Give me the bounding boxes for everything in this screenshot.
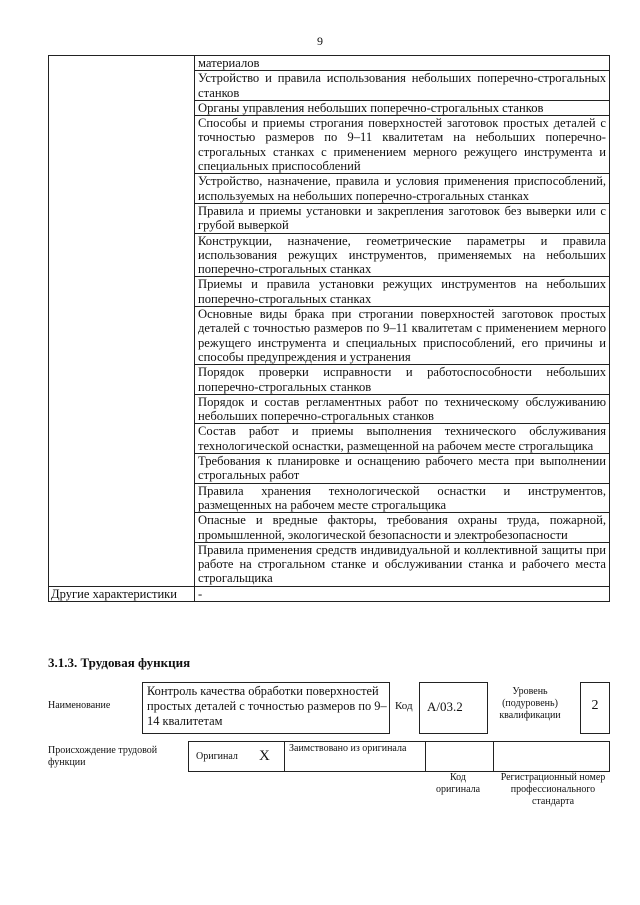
- table-row: [49, 56, 610, 71]
- knowledge-item: Правила применения средств индивидуальной и коллективной защиты при работе на строгальном станке и обслуживании станка и рабочего места строгальщика: [195, 542, 610, 586]
- knowledge-item: Порядок проверки исправности и работоспособности небольших поперечно-строгальных станков: [195, 365, 610, 395]
- code-original-caption: Код оригинала: [435, 772, 481, 795]
- knowledge-item: Правила хранения технологической оснастки и инструментов, размещенных на рабочем месте строгальщика: [195, 483, 610, 513]
- code-box: [419, 682, 488, 734]
- origin-table: [188, 741, 610, 772]
- divider: [493, 742, 494, 771]
- other-characteristics-label: Другие характеристики: [49, 586, 195, 601]
- code-value: А/03.2: [427, 699, 463, 714]
- original-label: Оригинал: [196, 751, 238, 762]
- knowledge-item: Основные виды брака при строгании поверхностей заготовок простых деталей с точностью размеров по 9–11 квалитетам с применением мерного режущего инструмента и специальных приспособлений, его причины и способы предупреждения и устранения: [195, 307, 610, 365]
- knowledge-item: материалов: [195, 56, 610, 71]
- origin-label: Происхождение трудовой функции: [48, 745, 158, 768]
- level-value: 2: [591, 698, 599, 713]
- row-label-cell: [49, 56, 195, 587]
- knowledge-table: [48, 55, 610, 602]
- level-box: [580, 682, 610, 734]
- name-label: Наименование: [48, 700, 111, 711]
- borrowed-label: Заимствовано из оригинала: [289, 743, 407, 754]
- knowledge-item: Состав работ и приемы выполнения технического обслуживания технологической оснастки, размещенной на рабочем месте строгальщика: [195, 424, 610, 454]
- knowledge-item: Конструкции, назначение, геометрические параметры и правила использования режущих инструментов, применяемых на небольших поперечно-строгальных станках: [195, 233, 610, 277]
- original-mark: X: [259, 748, 270, 764]
- knowledge-item: Устройство, назначение, правила и условия применения приспособлений, используемых на небольших поперечно-строгальных станках: [195, 174, 610, 204]
- divider: [425, 742, 426, 771]
- table-row: [49, 586, 610, 601]
- section-title: 3.1.3. Трудовая функция: [48, 655, 191, 670]
- name-box: [142, 682, 390, 734]
- divider: [284, 742, 285, 771]
- knowledge-item: Органы управления небольших поперечно-строгальных станков: [195, 100, 610, 115]
- knowledge-item: Устройство и правила использования небольших поперечно-строгальных станков: [195, 71, 610, 101]
- name-value: Контроль качества обработки поверхностей простых деталей с точностью размеров по 9–14 квалитетам: [147, 684, 387, 728]
- other-characteristics-value: -: [195, 586, 610, 601]
- knowledge-item: Правила и приемы установки и закрепления заготовок без выверки или с грубой выверкой: [195, 203, 610, 233]
- code-label: Код: [395, 700, 413, 712]
- level-label: Уровень (подуровень) квалификации: [499, 686, 561, 721]
- knowledge-item: Приемы и правила установки режущих инструментов на небольших поперечно-строгальных станках: [195, 277, 610, 307]
- page-number: 9: [317, 34, 323, 48]
- knowledge-item: Способы и приемы строгания поверхностей заготовок простых деталей с точностью размеров по 9–11 квалитетам на небольших поперечно-строгальных станках с применением мерного режущего инструмента и специальных приспособлений: [195, 116, 610, 174]
- knowledge-item: Порядок и состав регламентных работ по техническому обслуживанию небольших поперечно-строгальных станков: [195, 394, 610, 424]
- knowledge-item: Требования к планировке и оснащению рабочего места при выполнении строгальных работ: [195, 454, 610, 484]
- knowledge-item: Опасные и вредные факторы, требования охраны труда, пожарной, промышленной, экологической безопасности и электробезопасности: [195, 513, 610, 543]
- registration-number-caption: Регистрационный номер профессионального стандарта: [500, 772, 606, 807]
